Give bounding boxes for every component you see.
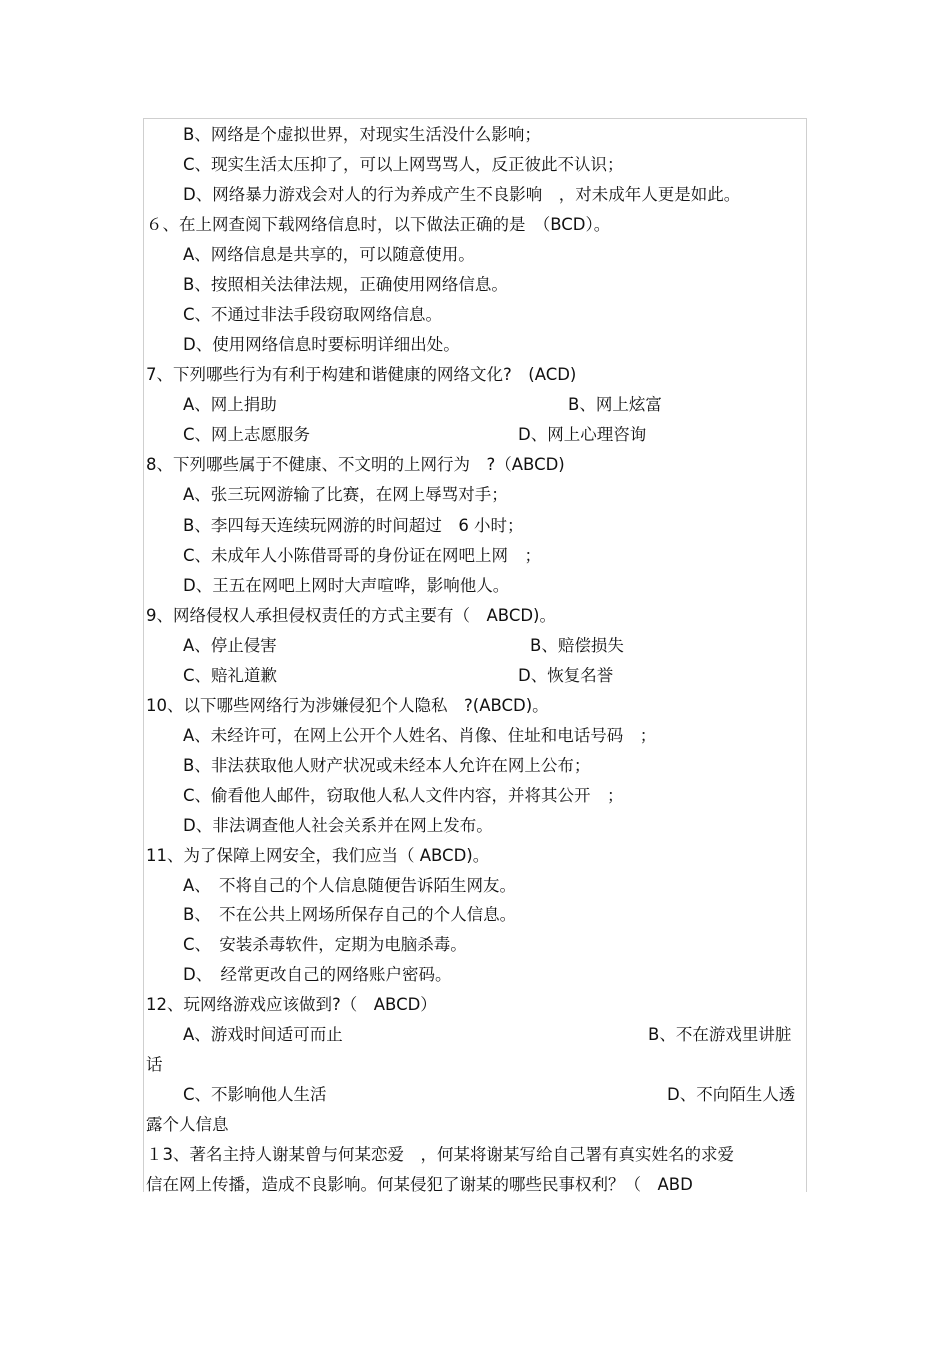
option-11c: C、 安装杀毒软件，定期为电脑杀毒。 (183, 935, 467, 954)
question-8: 8、下列哪些属于不健康、不文明的上网行为 ?（ABCD) (146, 455, 565, 474)
option-12d: D、不向陌生人透 (667, 1085, 796, 1104)
question-13: １3、著名主持人谢某曾与何某恋爱 ，何某将谢某写给自己署有真实姓名的求爱 (146, 1145, 734, 1164)
option-9b: B、赔偿损失 (530, 636, 624, 655)
option-12b-continued: 话 (146, 1055, 163, 1074)
question-10: 10、以下哪些网络行为涉嫌侵犯个人隐私 ?(ABCD)。 (146, 696, 549, 715)
option-12a: A、游戏时间适可而止 (183, 1025, 343, 1044)
option-5d: D、网络暴力游戏会对人的行为养成产生不良影响 ，对未成年人更是如此。 (183, 185, 741, 204)
question-11: 11、为了保障上网安全，我们应当（ ABCD)。 (146, 846, 490, 865)
question-6: ６、在上网查阅下载网络信息时，以下做法正确的是 （BCD）。 (146, 215, 611, 234)
option-7c: C、网上志愿服务 (183, 425, 311, 444)
option-7b: B、网上炫富 (568, 395, 662, 414)
question-13-continued: 信在网上传播，造成不良影响。何某侵犯了谢某的哪些民事权利？（ ABD (146, 1175, 693, 1194)
option-6b: B、按照相关法律法规，正确使用网络信息。 (183, 275, 508, 294)
option-10d: D、非法调查他人社会关系并在网上发布。 (183, 816, 493, 835)
option-8c: C、未成年人小陈借哥哥的身份证在网吧上网 ； (183, 546, 542, 565)
option-8b: B、李四每天连续玩网游的时间超过 6 小时； (183, 516, 524, 535)
option-10c: C、偷看他人邮件，窃取他人私人文件内容，并将其公开 ； (183, 786, 624, 805)
option-11d: D、 经常更改自己的网络账户密码。 (183, 965, 452, 984)
option-5c: C、现实生活太压抑了，可以上网骂骂人，反正彼此不认识； (183, 155, 624, 174)
question-9: 9、网络侵权人承担侵权责任的方式主要有（ ABCD)。 (146, 606, 556, 625)
option-9d: D、恢复名誉 (518, 666, 614, 685)
option-11a: A、 不将自己的个人信息随便告诉陌生网友。 (183, 876, 517, 895)
option-8a: A、张三玩网游输了比赛，在网上辱骂对手； (183, 485, 508, 504)
option-12c: C、不影响他人生活 (183, 1085, 327, 1104)
option-5b: B、网络是个虚拟世界，对现实生活没什么影响； (183, 125, 541, 144)
option-9c: C、赔礼道歉 (183, 666, 278, 685)
option-8d: D、王五在网吧上网时大声喧哗，影响他人。 (183, 576, 510, 595)
question-7: 7、下列哪些行为有利于构建和谐健康的网络文化? (ACD) (146, 365, 577, 384)
option-6c: C、不通过非法手段窃取网络信息。 (183, 305, 443, 324)
option-10b: B、非法获取他人财产状况或未经本人允许在网上公布； (183, 756, 591, 775)
option-9a: A、停止侵害 (183, 636, 277, 655)
option-7d: D、网上心理咨询 (518, 425, 647, 444)
option-10a: A、未经许可，在网上公开个人姓名、肖像、住址和电话号码 ； (183, 726, 657, 745)
option-11b: B、 不在公共上网场所保存自己的个人信息。 (183, 905, 517, 924)
option-6d: D、使用网络信息时要标明详细出处。 (183, 335, 460, 354)
option-6a: A、网络信息是共享的，可以随意使用。 (183, 245, 475, 264)
question-12: 12、玩网络游戏应该做到?（ ABCD） (146, 995, 437, 1014)
option-12b: B、不在游戏里讲脏 (648, 1025, 792, 1044)
option-7a: A、网上捐助 (183, 395, 277, 414)
option-12d-continued: 露个人信息 (146, 1115, 229, 1134)
